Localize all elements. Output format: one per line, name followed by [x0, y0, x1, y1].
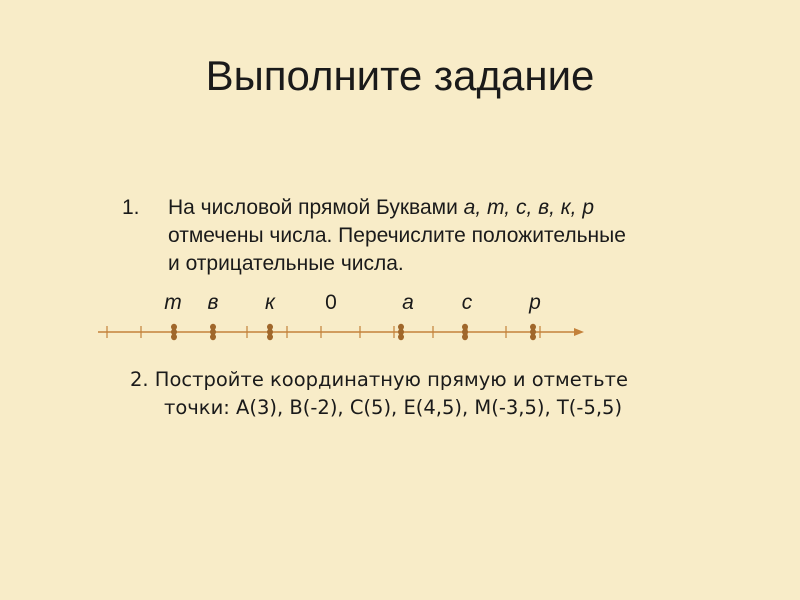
slide-title: Выполните задание: [205, 52, 595, 99]
label-t: т: [164, 291, 182, 314]
task-1-letters: а, т, с, в, к, р: [463, 196, 595, 219]
task-2: [130, 366, 770, 422]
label-r: р: [529, 291, 541, 314]
task-1-line-1: [168, 194, 768, 222]
point-s: [462, 324, 468, 340]
task-1-number: 1.: [122, 196, 140, 219]
point-a: [398, 324, 404, 340]
point-v: [210, 324, 216, 340]
label-k: к: [265, 291, 275, 314]
task-1-line-3: и отрицательные числа.: [168, 252, 404, 275]
point-r: [530, 324, 536, 340]
point-t: [171, 324, 177, 340]
task-1-line-2: отмечены числа. Перечислите положительные: [168, 224, 626, 247]
task-1-text: [168, 194, 768, 278]
task-1-text-prefix: На числовой прямой Буквами: [168, 196, 464, 219]
number-line-labels: [0, 291, 800, 319]
label-zero: 0: [325, 291, 337, 314]
task-2-line-2: точки: А(3), В(-2), С(5), Е(4,5), М(-3,5), Т(-5,5): [164, 396, 623, 419]
number-line: [0, 318, 800, 348]
label-s: с: [461, 291, 473, 314]
label-a: а: [402, 291, 414, 314]
axis-arrow: [574, 328, 584, 336]
point-k: [267, 324, 273, 340]
label-v: в: [207, 291, 219, 314]
task-2-line-1: 2. Постройте координатную прямую и отметьте: [130, 368, 628, 391]
